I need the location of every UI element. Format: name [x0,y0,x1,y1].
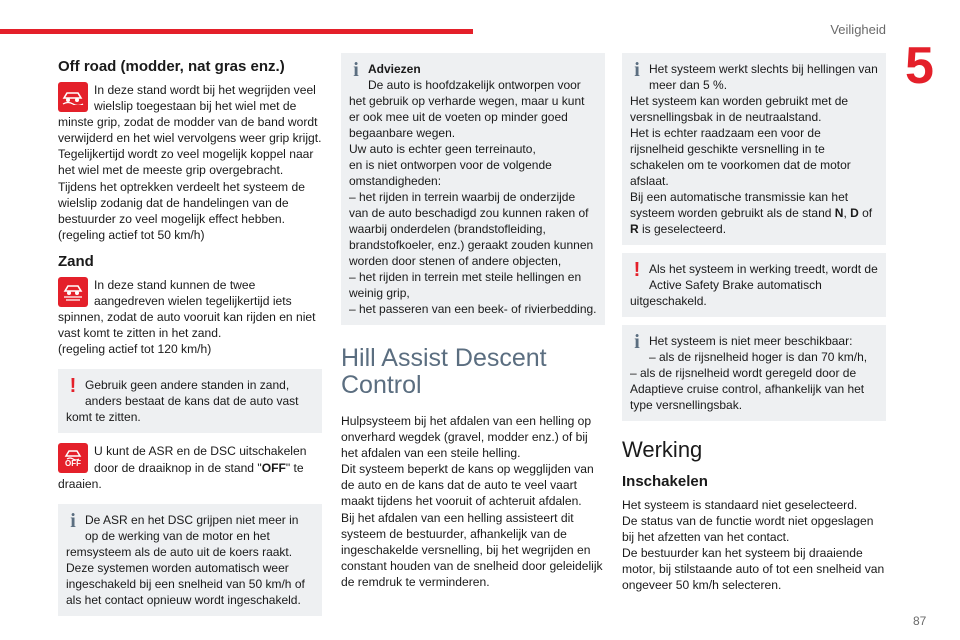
sand-heading: Zand [58,252,94,270]
info-icon: i [70,509,76,532]
off-text: U kunt de ASR en de DSC uitschakelen door de draaiknop in de stand "OFF" te draaien. [58,444,307,491]
warning-icon: ! [69,375,77,398]
offroad-heading: Off road (modder, nat gras enz.) [58,58,285,75]
sand-limit: (regeling actief tot 120 km/h) [58,342,212,357]
dsc-off-icon [58,443,88,473]
offroad-limit: (regeling actief tot 50 km/h) [58,227,205,242]
advice-p2: Uw auto is echter geen terreinauto, [349,142,536,156]
advice-list-2: – het rijden in terrein met steile hellingen en weinig grip, [349,270,582,300]
info-icon: i [634,331,640,353]
sand-text: In deze stand kunnen de twee aangedreven wielen tegelijkertijd iets spinnen, zodat de auto vooruit kan rijden en niet vast komt te zitten in het zand. [58,277,316,341]
advice-p1: De auto is hoofdzakelijk ontworpen voor het gebruik op verharde wegen, maar u kunt er ook mee uit de voeten op minder goed begaanbare wegen. [349,78,585,140]
hadc-p2: Dit systeem beperkt de kans op wegglijden van de auto en de kans dat de auto te veel vaart maakt tijdens het vooruit of achteruit afdalen. [341,462,594,509]
chapter-number: 5 [905,37,934,95]
advice-title: Adviezen [368,62,421,76]
slope-info-p1: Het systeem werkt slechts bij hellingen van meer dan 5 %. [649,62,878,92]
advice-list-1: – het rijden in terrein waarbij de onderzijde van de auto beschadigd zou kunnen raken of waarbij onderdelen (brandstofleiding, brandstofkoeler, enz.) geraakt zouden kunnen worden door stenen of andere objecten, [349,190,594,268]
availability-p1: Het systeem is niet meer beschikbaar: [649,334,853,348]
inschakelen-p1: Het systeem is standaard niet geselecteerd. [622,498,858,512]
offroad-mode-icon [58,82,88,112]
advice-list-3: – het passeren van een beek- of rivierbedding. [349,302,597,316]
info-icon: i [634,59,640,81]
off-icon-label: OFF [65,458,81,468]
inschakelen-p3: De bestuurder kan het systeem bij draaiende motor, bij stilstaande auto of tot een snelheid van ongeveer 50 km/h selecteren. [622,546,885,593]
availability-list-1: – als de rijsnelheid hoger is dan 70 km/h, [649,350,868,364]
advice-note [341,53,605,325]
hadc-p1: Hulpsysteem bij het afdalen van een helling op onverhard wegdek (gravel, modder enz.) of bij het afdalen van een steile helling. [341,414,592,461]
inschakelen-heading: Inschakelen [622,473,708,490]
asr-info-text: De ASR en het DSC grijpen niet meer in op de werking van de motor en het remsysteem als de auto uit de koers raakt. Deze systemen worden automatisch weer ingeschakeld bij een snelheid van 50 km/h of als het contact opnieuw wordt ingeschakeld. [66,512,305,607]
slope-info-p2: Het systeem kan worden gebruikt met de versnellingsbak in de neutraalstand. [630,94,849,124]
off-block [58,443,322,491]
hadc-p3: Bij het afdalen van een helling assisteert dit systeem de bestuurder, afhankelijk van de ingeschakelde versnelling, bij het wegrijden en constant houden van de snelheid door geleidelijk de remdruk te verminderen. [341,510,603,589]
asb-warning-note [622,253,886,317]
advice-p3: en is niet ontworpen voor de volgende omstandigheden: [349,158,552,188]
sand-block [58,277,322,357]
offroad-text: In deze stand wordt bij het wegrijden veel wielslip toegestaan bij het wiel met de minste grip, zodat de modder van de band wordt verwijderd en het wiel vervolgens weer grip krijgt. Tegelijkertijd wordt zo veel mogelijk koppel naar het wiel met de meeste grip overgebracht. Tijdens het optrekken verdeelt het systeem de wielslip zodanig dat de handelingen van de bestuurder zo veel mogelijk effect hebben. [58,83,322,226]
sand-warning-text: Gebruik geen andere standen in zand, anders bestaat de kans dat de auto vast komt te zitten. [66,378,299,425]
off-keyword: OFF [261,460,286,475]
offroad-block [58,82,322,243]
column-left [58,54,322,624]
slope-info-note [622,53,886,245]
header-accent-bar [0,29,473,34]
column-middle [341,53,605,590]
info-icon: i [353,59,359,81]
page-number: 87 [913,614,927,628]
warning-icon: ! [633,259,641,281]
asr-info-note [58,504,322,616]
hadc-heading: Hill Assist Descent Control [341,344,547,399]
inschakelen-p2: De status van de functie wordt niet opgeslagen bij het afzetten van het contact. [622,514,874,545]
slope-info-p4: Bij een automatische transmissie kan het systeem worden gebruikt als de stand N, D of R is geselecteerd. [630,190,873,236]
column-right [622,53,886,594]
slope-info-p3: Het is echter raadzaam een voor de rijsnelheid geschikte versnelling in te schakelen om te voorkomen dat de motor afslaat. [630,126,851,188]
werking-heading: Werking [622,437,703,462]
asb-warning-text: Als het systeem in werking treedt, wordt de Active Safety Brake automatisch uitgeschakeld. [630,262,878,308]
availability-list-2: – als de rijsnelheid wordt geregeld door de Adaptieve cruise control, afhankelijk van het type versnellingsbak. [630,366,865,412]
sand-mode-icon [58,277,88,307]
availability-info-note [622,325,886,421]
section-title: Veiligheid [830,22,886,37]
sand-warning-note [58,369,322,433]
